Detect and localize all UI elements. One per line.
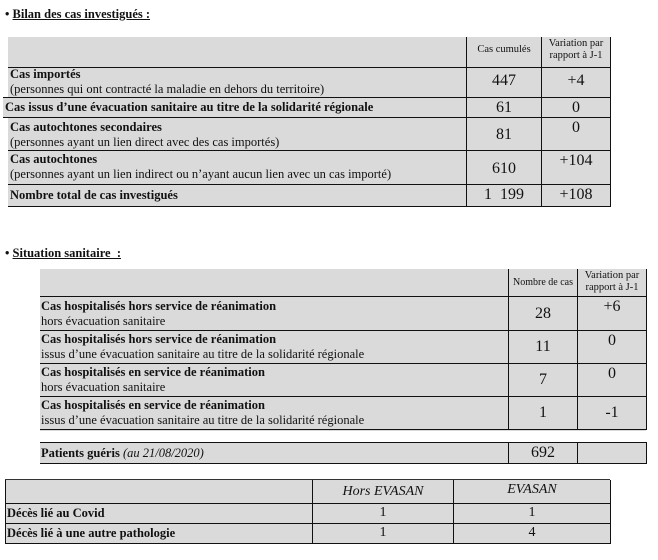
variation-cell: +6 [603,298,621,315]
divider [610,480,611,544]
row-label-group [41,332,364,362]
value-cell: 61 [496,99,512,116]
row-sublabel: issus d’une évacuation sanitaire au titre de la solidarité régionale [41,347,365,361]
header-non-evasan: Hors EVASAN [342,484,424,499]
divider [8,150,611,151]
row-sublabel: (personnes qui ont contracté la maladie en dehors du territoire) [10,82,325,96]
row-label-group [10,188,178,203]
row-label: Cas hospitalisés hors service de réanimation [41,299,277,313]
row-label: Cas issus d’une évacuation sanitaire au titre de la solidarité régionale [5,100,374,114]
header-variation: Variation par rapport à J-1 [548,38,604,61]
death-value-non-evasan: 1 [379,525,387,540]
recovered-value: 692 [531,444,555,461]
row-label: Cas autochtones secondaires [10,120,162,134]
divider [5,543,610,544]
row-label: Cas hospitalisés en service de réanimation [41,365,265,379]
row-label: Cas hospitalisés en service de réanimation [41,398,265,412]
value-cell: 7 [539,371,547,388]
divider [40,363,646,364]
value-cell: 11 [535,338,551,355]
row-label: Cas hospitalisés hors service de réanimation [41,332,277,346]
row-label: Nombre total de cas investigués [10,188,178,202]
variation-cell: -1 [605,404,619,421]
header-variation: Variation par rapport à J-1 [584,270,640,293]
header-evasan: EVASAN [507,482,557,497]
row-label-group [41,365,265,395]
row-label: Cas autochtones [10,152,98,166]
death-row-label: Décès lié à une autre pathologie [7,526,176,540]
divider [3,117,611,118]
row-sublabel: (personnes ayant un lien direct avec des cas importés) [10,135,280,149]
row-label-group [10,67,324,97]
bullet: • [5,7,10,21]
row-sublabel: hors évacuation sanitaire [41,380,166,394]
divider [5,479,610,480]
total-value-cell: 1 199 [484,186,524,203]
divider [646,442,647,464]
recovered-date-note: (au 21/08/2020) [122,446,204,460]
divider [466,37,467,207]
section-situation-title [5,246,121,261]
variation-cell: 0 [608,332,616,349]
divider [40,330,646,331]
variation-cell: 0 [572,99,580,116]
death-value-non-evasan: 1 [379,505,387,520]
variation-cell: 0 [608,365,616,382]
variation-cell: +4 [567,72,585,89]
row-label-group [10,152,391,182]
section-bilan-heading: Bilan des cas investigués : [12,7,151,21]
value-cell: 28 [535,305,551,322]
divider [5,480,6,544]
death-row-label: Décès lié au Covid [7,506,105,520]
row-label-group [41,398,364,428]
divider [5,523,610,524]
divider [577,442,578,464]
row-sublabel: issus d’une évacuation sanitaire au titre de la solidarité régionale [41,413,365,427]
death-value-evasan: 4 [528,525,536,540]
header-cumulative: Cas cumulés [477,44,531,55]
variation-cell: +104 [559,152,593,169]
section-situation-heading: Situation sanitaire : [12,246,121,260]
divider [8,206,611,207]
death-value-evasan: 1 [528,505,536,520]
value-cell: 81 [496,126,512,143]
recovered-label: Patients guéris [41,446,120,460]
value-cell: 447 [492,72,516,89]
divider [40,296,646,297]
divider [40,442,646,443]
header-count: Nombre de cas [513,277,573,288]
row-sublabel: (personnes ayant un lien indirect ou n’ayant aucun lien avec un cas importé) [10,167,392,181]
row-label-group [5,100,373,115]
row-label-group [41,299,276,329]
variation-cell: 0 [572,119,580,136]
value-cell: 1 [539,404,547,421]
recovered-label-group [41,446,204,461]
divider [8,184,611,185]
divider [40,463,646,464]
row-sublabel: hors évacuation sanitaire [41,314,166,328]
divider [646,269,647,430]
bullet: • [5,246,10,260]
divider [40,429,646,430]
row-label-group [10,120,279,150]
divider [3,97,611,98]
divider [610,37,611,207]
total-variation-cell: +108 [559,186,593,203]
section-bilan-title [5,7,150,22]
divider [40,396,646,397]
value-cell: 610 [492,160,516,177]
divider [5,503,610,504]
row-label: Cas importés [10,67,81,81]
